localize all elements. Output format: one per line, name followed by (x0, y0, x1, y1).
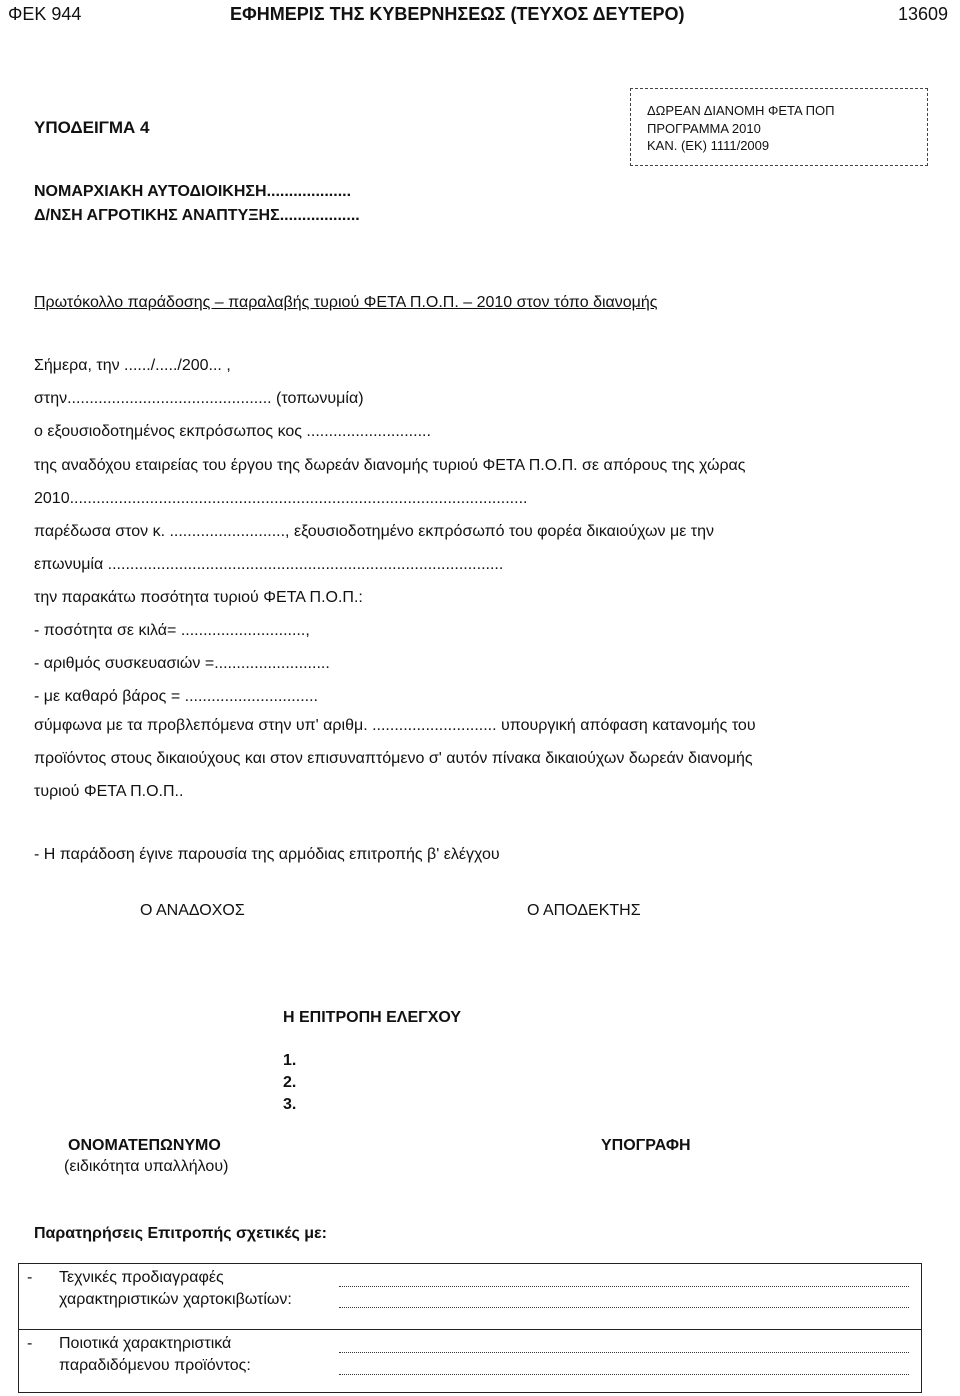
body-representative-line: ο εξουσιοδοτημένος εκπρόσωπος κος ............................ (34, 423, 431, 440)
recipient-label: Ο ΑΠΟΔΕΚΤΗΣ (527, 902, 641, 919)
body-quantity-kg: - ποσότητα σε κιλά= ............................, (34, 622, 310, 639)
page-number: 13609 (898, 4, 949, 24)
contractor-label: Ο ΑΝΑΔΟΧΟΣ (140, 902, 245, 919)
body-name-line: επωνυμία ......................................................................................... (34, 556, 504, 573)
remarks-title: Παρατηρήσεις Επιτροπής σχετικές με: (34, 1225, 327, 1242)
signature-label: ΥΠΟΓΡΑΦΗ (601, 1137, 691, 1154)
gazette-issue-number: ΦΕΚ 944 (8, 4, 82, 24)
body-location-line: στην.............................................. (τοπωνυμία) (34, 390, 364, 407)
distribution-stamp (630, 88, 928, 166)
committee-member-3: 3. (283, 1096, 297, 1113)
body-year-line: 2010....................................................................................................... (34, 490, 528, 507)
committee-member-2: 2. (283, 1074, 297, 1091)
sample-label: ΥΠΟΔΕΙΓΜΑ 4 (34, 118, 150, 137)
remarks-table (18, 1263, 922, 1393)
name-label: ΟΝΟΜΑΤΕΠΩΝΥΜΟ (68, 1137, 221, 1154)
authority-line-2: Δ/ΝΣΗ ΑΓΡΟΤΙΚΗΣ ΑΝΑΠΤΥΞΗΣ.................. (34, 207, 360, 224)
remarks-row-divider (19, 1329, 921, 1330)
body-product-line: προϊόντος στους δικαιούχους και στον επισυναπτόμενο σ' αυτόν πίνακα δικαιούχων δωρεάν διανομής (34, 750, 753, 767)
stamp-line-1: ΔΩΡΕΑΝ ΔΙΑΝΟΜΗ ΦΕΤΑ ΠΟΠ (647, 103, 835, 118)
committee-member-1: 1. (283, 1052, 297, 1069)
body-decision-line: σύμφωνα με τα προβλεπόμενα στην υπ' αριθμ. ............................ υπουργική απόφαση κατανομής του (34, 717, 756, 734)
body-delivered-line: παρέδωσα στον κ. .........................., εξουσιοδοτημένο εκπρόσωπό του φορέα δικαιούχων με την (34, 523, 714, 540)
body-contractor-line: της αναδόχου εταιρείας του έργου της δωρεάν διανομής τυριού ΦΕΤΑ Π.Ο.Π. σε απόρους της χώρας (34, 457, 746, 474)
committee-title: Η ΕΠΙΤΡΟΠΗ ΕΛΕΓΧΟΥ (283, 1009, 462, 1026)
authority-line-1: ΝΟΜΑΡΧΙΑΚΗ ΑΥΤΟΔΙΟΙΚΗΣΗ................... (34, 183, 352, 200)
body-net-weight: - με καθαρό βάρος = .............................. (34, 688, 318, 705)
body-quantity-intro: την παρακάτω ποσότητα τυριού ΦΕΤΑ Π.Ο.Π.: (34, 589, 363, 606)
remarks-row-2-dotted-line-2 (339, 1374, 909, 1375)
body-package-count: - αριθμός συσκευασιών =.......................... (34, 655, 330, 672)
stamp-line-2: ΠΡΟΓΡΑΜΜΑ 2010 (647, 121, 761, 136)
remarks-row-1-line-2: χαρακτηριστικών χαρτοκιβωτίων: (59, 1291, 292, 1308)
remarks-row-2-line-1: Ποιοτικά χαρακτηριστικά (59, 1335, 232, 1352)
name-sublabel: (ειδικότητα υπαλλήλου) (64, 1158, 229, 1175)
gazette-title: ΕΦΗΜΕΡΙΣ ΤΗΣ ΚΥΒΕΡΝΗΣΕΩΣ (ΤΕΥΧΟΣ ΔΕΥΤΕΡΟ) (230, 4, 685, 24)
body-date-line: Σήμερα, την ....../...../200... , (34, 357, 231, 374)
body-cheese-line: τυριού ΦΕΤΑ Π.Ο.Π.. (34, 783, 184, 800)
remarks-row-1-line-1: Τεχνικές προδιαγραφές (59, 1269, 224, 1286)
remarks-row-2-dash: - (27, 1335, 33, 1352)
document-title: Πρωτόκολλο παράδοσης – παραλαβής τυριού ΦΕΤΑ Π.Ο.Π. – 2010 στον τόπο διανομής (34, 294, 658, 311)
remarks-row-1-dash: - (27, 1269, 33, 1286)
body-committee-line: - Η παράδοση έγινε παρουσία της αρμόδιας επιτροπής β' ελέγχου (34, 846, 500, 863)
remarks-row-2-line-2: παραδιδόμενου προϊόντος: (59, 1357, 251, 1374)
stamp-line-3: ΚΑΝ. (ΕΚ) 1111/2009 (647, 138, 770, 153)
remarks-row-2-dotted-line-1 (339, 1352, 909, 1353)
remarks-row-1-dotted-line-1 (339, 1286, 909, 1287)
remarks-row-1-dotted-line-2 (339, 1307, 909, 1308)
